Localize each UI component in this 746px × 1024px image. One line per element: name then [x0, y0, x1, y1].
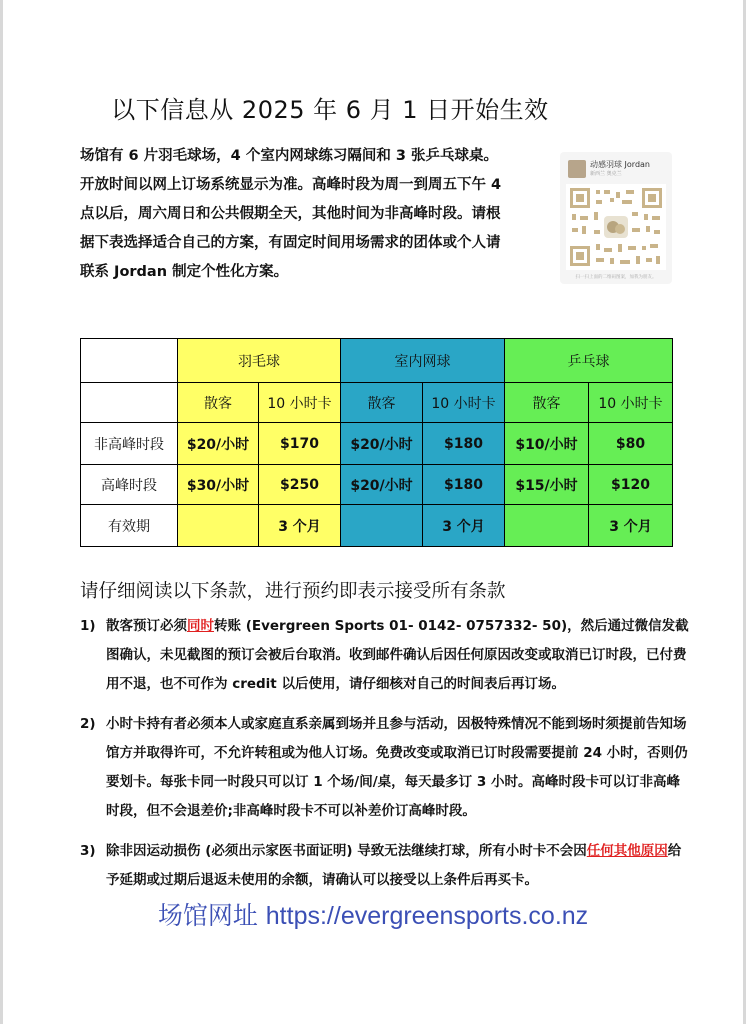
validity-cell: 3 个月	[259, 505, 341, 547]
validity-cell	[341, 505, 423, 547]
page-edge	[0, 0, 3, 1024]
subheader-casual: 散客	[341, 383, 423, 423]
term-number: 3)	[80, 843, 96, 859]
price-cell: $20/小时	[341, 465, 423, 505]
price-cell: $250	[259, 465, 341, 505]
row-label-off-peak: 非高峰时段	[81, 423, 178, 465]
validity-cell	[505, 505, 589, 547]
group-header-badminton: 羽毛球	[178, 339, 341, 383]
subheader-10-hour-card: 10 小时卡	[423, 383, 505, 423]
intro-paragraph: 场馆有 6 片羽毛球场，4 个室内网球练习隔间和 3 张乒乓球桌。开放时间以网上订场系统显示为准。高峰时段为周一到周五下午 4 点以后，周六周日和公共假期全天，其他时间为非高峰时段。请根据下表选择适合自己的方案，有固定时间用场需求的团体或个人请联系 Jordan 制定个性化方案。	[80, 148, 502, 280]
subheader-10-hour-card: 10 小时卡	[259, 383, 341, 423]
term-text: 小时卡持有者必须本人或家庭直系亲属到场并且参与活动，因极特殊情况不能到场时须提前告知场馆方并取得许可，不允许转租或为他人订场。免费改变或取消已订时段需要提前 24 小时，否则仍要划卡。每张卡同一时段只可以订 1 个场/间/桌，每天最多订 3 小时。高峰时段卡可以订非高峰时段，但不会退差价;非高峰时段卡不可以补差价订高峰时段。	[106, 716, 688, 819]
avatar	[568, 160, 586, 178]
list-item	[80, 612, 690, 699]
price-cell: $15/小时	[505, 465, 589, 505]
table-row	[81, 505, 673, 547]
term-number: 1)	[80, 618, 96, 634]
validity-cell	[178, 505, 259, 547]
term-text: 给予延期或过期后退返未使用的余额，请确认可以接受以上条件后再买卡。	[106, 843, 682, 888]
row-label-peak: 高峰时段	[81, 465, 178, 505]
table-blank-cell	[81, 383, 178, 423]
terms-list	[80, 612, 690, 906]
website-link[interactable]: https://evergreensports.co.nz	[265, 902, 589, 930]
wechat-qr-card	[560, 152, 672, 284]
price-cell: $180	[423, 423, 505, 465]
price-cell: $20/小时	[178, 423, 259, 465]
list-item	[80, 710, 690, 826]
term-highlight: 任何其他原因	[586, 843, 668, 859]
qr-contact-subtitle: 新西兰 奥克兰	[590, 171, 622, 177]
subheader-casual: 散客	[178, 383, 259, 423]
group-header-indoor-tennis: 室内网球	[341, 339, 505, 383]
term-number: 2)	[80, 716, 96, 732]
qr-contact-name: 动感羽球 Jordan	[590, 160, 650, 169]
validity-cell: 3 个月	[423, 505, 505, 547]
validity-cell: 3 个月	[589, 505, 673, 547]
term-text: 除非因运动损伤 (必须出示家医书面证明) 导致无法继续打球，所有小时卡不会因	[106, 843, 587, 859]
subheader-casual: 散客	[505, 383, 589, 423]
website-label: 场馆网址	[157, 901, 258, 930]
price-cell: $80	[589, 423, 673, 465]
website-line	[0, 896, 746, 932]
subheader-10-hour-card: 10 小时卡	[589, 383, 673, 423]
list-item	[80, 837, 690, 895]
qr-code-icon	[566, 184, 666, 270]
table-row	[81, 465, 673, 505]
price-cell: $10/小时	[505, 423, 589, 465]
page-title: 以下信息从 2025 年 6 月 1 日开始生效	[111, 96, 549, 124]
term-text: 散客预订必须	[106, 618, 187, 634]
term-highlight: 同时	[187, 618, 214, 634]
table-corner-cell	[81, 339, 178, 383]
row-label-validity: 有效期	[81, 505, 178, 547]
table-row	[81, 423, 673, 465]
price-cell: $30/小时	[178, 465, 259, 505]
price-cell: $120	[589, 465, 673, 505]
terms-heading: 请仔细阅读以下条款，进行预约即表示接受所有条款	[80, 581, 506, 602]
term-text: 转账 (Evergreen Sports 01- 0142- 0757332- 50)，然后通过微信发截图确认，未见截图的预订会被后台取消。收到邮件确认后因任何原因改变或取消已订时段，已付费用不退，也不可作为 credit 以后使用，请仔细核对自己的时间表后再订场。	[106, 618, 689, 692]
price-cell: $170	[259, 423, 341, 465]
qr-footer-text: 扫一扫上面的二维码图案，加我为朋友。	[575, 275, 657, 280]
price-table	[80, 338, 673, 547]
price-cell: $180	[423, 465, 505, 505]
price-cell: $20/小时	[341, 423, 423, 465]
group-header-pingpong: 乒乓球	[505, 339, 673, 383]
